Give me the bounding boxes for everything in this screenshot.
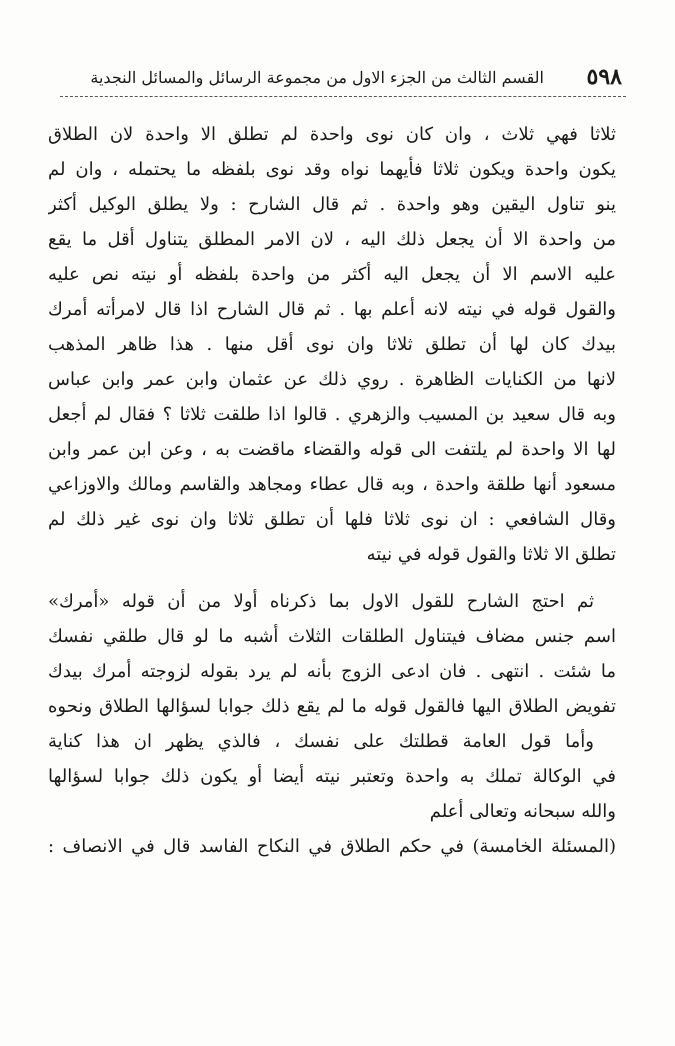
- text-line: لانها من الكنايات الظاهرة . روي ذلك عن عثمان وابن عمر وابن عباس: [48, 369, 616, 390]
- running-title: القسم الثالث من الجزء الاول من مجموعة الرسائل والمسائل النجدية: [90, 68, 544, 87]
- paragraph-2: [48, 584, 616, 724]
- text-line: عليه الاسم الا أن يجعل اليه أكثر من واحدة بلفظه أو نيته نص عليه: [48, 264, 616, 285]
- text-line: ما شئت . انتهى . فان ادعى الزوج بأنه لم يرد بقوله لزوجته أمرك بيدك: [48, 661, 616, 682]
- paragraph-1: [48, 117, 616, 572]
- page-body: [48, 117, 616, 864]
- text-line: ثم احتج الشارح للقول الاول بما ذكرناه أولا من أن قوله «أمرك»: [48, 591, 594, 612]
- header-rule: [60, 96, 626, 97]
- page-number: ٥٩٨: [586, 64, 622, 90]
- paragraph-3: [48, 724, 616, 829]
- text-line: لها الا واحدة لم يلتفت الى قوله والقضاء ماقضت به ، وعن ابن عمر وابن: [48, 439, 616, 460]
- text-line: وبه قال سعيد بن المسيب والزهري . قالوا اذا طلقت ثلاثا ؟ فقال لم أجعل: [48, 404, 616, 425]
- text-line: ينو تناول اليقين وهو واحدة . ثم قال الشارح : ولا يطلق الوكيل أكثر: [48, 194, 616, 215]
- text-line: بيدك كان لها أن تطلق ثلاثا وان نوى أقل منها . هذا ظاهر المذهب: [48, 334, 616, 355]
- text-line: والقول قوله في نيته لانه أعلم بها . ثم قال الشارح اذا قال لامرأته أمرك: [48, 299, 616, 320]
- paragraph-gap: [48, 572, 616, 584]
- text-line: تفويض الطلاق اليها فالقول قوله ما لم يقع ذلك جوابا لسؤالها الطلاق ونحوه: [48, 696, 616, 717]
- text-line: من واحدة الا أن يجعل ذلك اليه ، لان الامر المطلق يتناول أقل ما يقع: [48, 229, 616, 250]
- text-line: ثلاثا فهي ثلاث ، وان كان نوى واحدة لم تطلق الا واحدة لان الطلاق: [48, 124, 616, 145]
- text-line: في الوكالة تملك به واحدة وتعتبر نيته أيضا أو يكون ذلك جوابا لسؤالها: [48, 766, 616, 787]
- text-line: يكون واحدة ويكون ثلاثا فأيهما نواه وقد نوى بلفظه ما يحتمله ، وان لم: [48, 159, 616, 180]
- text-line: وأما قول العامة قطلتك على نفسك ، فالذي يظهر ان هذا كناية: [48, 731, 594, 752]
- section-heading-line: (المسئلة الخامسة) في حكم الطلاق في النكاح الفاسد قال في الانصاف :: [48, 836, 616, 857]
- text-line: وقال الشافعي : ان نوى ثلاثا فلها أن تطلق ثلاثا وان نوى غير ذلك لم: [48, 509, 616, 530]
- paragraph-4: [48, 829, 616, 864]
- text-line: تطلق الا ثلاثا والقول قوله في نيته: [366, 544, 616, 565]
- text-line: والله سبحانه وتعالى أعلم: [429, 801, 616, 822]
- text-line: مسعود أنها طلقة واحدة ، وبه قال عطاء ومجاهد والقاسم ومالك والاوزاعي: [48, 474, 616, 495]
- text-line: اسم جنس مضاف فيتناول الطلقات الثلاث أشبه ما لو قال طلقي نفسك: [48, 626, 616, 647]
